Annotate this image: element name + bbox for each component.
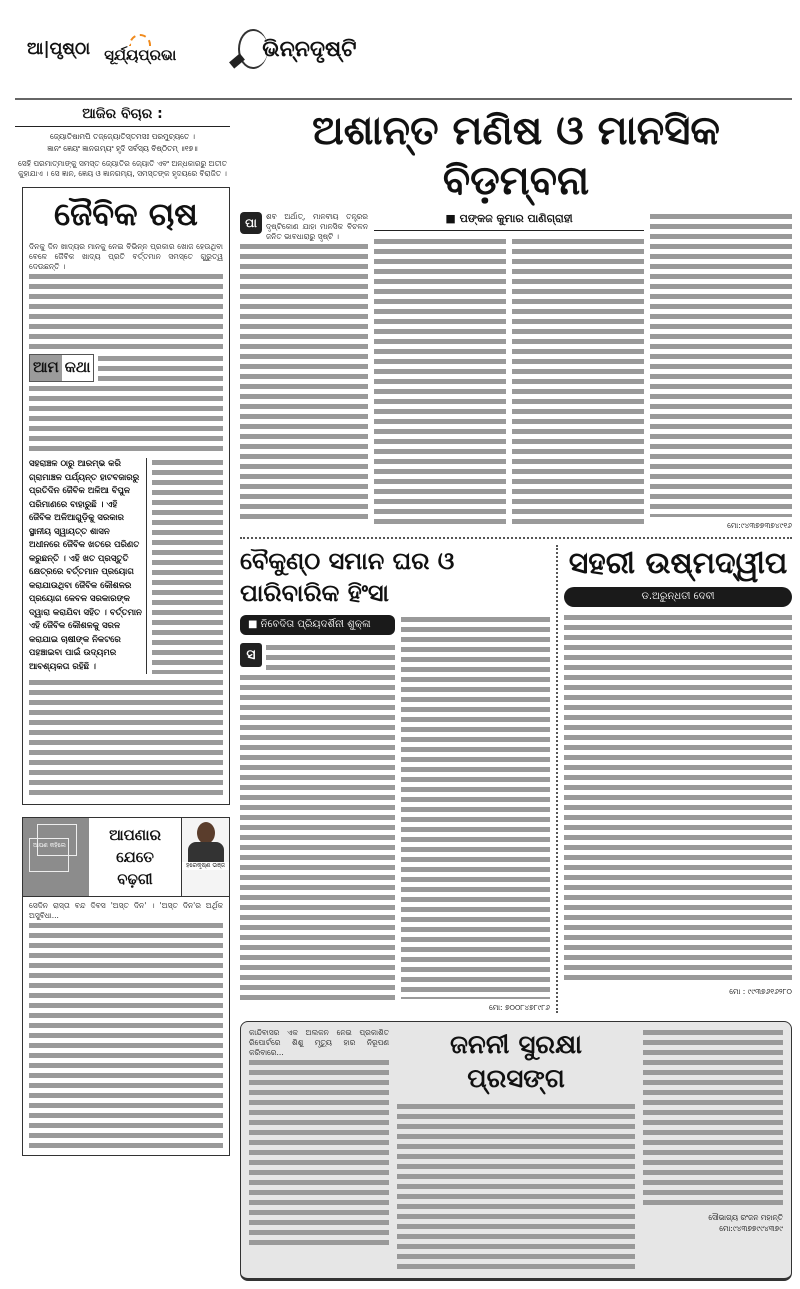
magnifier-icon [230, 29, 256, 69]
main-body [374, 237, 506, 527]
author-name: ହରେକୃଷ୍ଣ ଭଞ୍ଜ [182, 862, 229, 870]
maternal-signature [643, 1212, 783, 1234]
logo-text: ସୂର୍ଯ୍ୟପ୍ରଭା [104, 46, 177, 64]
main-body [512, 237, 644, 527]
divider [240, 537, 792, 539]
main-phone: ମୋ:୯୪୩୭୭୩୭୪୯୧୬ [727, 521, 792, 530]
heat-body [564, 613, 792, 983]
column-lead: ସେଦିନ ରାସ୍ତା ବନ୍ଦ ଦିବସ 'ଅସ୍ତ ଦିନ' । 'ଅସ୍ତ ଦିନ'ର ଅର୍ଥିକ ଅସୁବିଧା... [29, 901, 223, 920]
title-line: ବଢ଼ଗୀ [117, 870, 153, 888]
maternal-title: ଜନନୀ ସୁରକ୍ଷା ପ୍ରସଙ୍ଗ [449, 1030, 583, 1094]
content [15, 106, 792, 1281]
article-body [98, 354, 223, 382]
drop-cap: ପା [240, 212, 262, 234]
column-body [29, 921, 223, 1151]
section-header [230, 29, 356, 69]
amakatha-badge [29, 354, 94, 382]
masthead [15, 0, 792, 100]
author-phone: ମୋ:୯୪୩୭୭୯୯୪୩୭୯ [719, 1224, 783, 1233]
maternal-body [249, 1058, 389, 1248]
column-title [89, 818, 181, 896]
violence-body [401, 615, 550, 999]
heat-article [558, 545, 792, 1013]
shloka-line: ଜ୍ୟୋତିଷାମପି ତଜ୍ଜ୍ୟୋତିସ୍ତମସଃ ପରମୁଚ୍ୟତେ । [49, 132, 196, 141]
shloka-line: ଜ୍ଞାନଂ ଜ୍ଞେୟଂ ଜ୍ଞାନଗମ୍ୟଂ ହୃଦି ସର୍ବସ୍ୟ ବିଷ୍ଠିତମ୍ ॥୧୭॥ [47, 144, 198, 153]
title-line: ଆପଣାର ଯେତେ [109, 826, 161, 866]
byline-text: ପଙ୍କଜ କୁମାର ପାଣିଗ୍ରାହୀ [459, 212, 573, 225]
heat-title: ସହରୀ ଉଷ୍ମଦ୍ୱୀପ [568, 546, 788, 581]
main-body [240, 242, 368, 522]
logo [104, 34, 176, 64]
maternal-body [643, 1028, 783, 1208]
violence-byline: ■ ନିବେଦିତା ପ୍ରିୟଦର୍ଶିନୀ ଶୁକ୍ଳା [240, 615, 395, 635]
violence-title: ବୈକୁଣ୍ଠ ସମାନ ଘର ଓ ପାରିବାରିକ ହିଂସା [240, 547, 455, 607]
main-body [650, 212, 792, 517]
article-lead: ଦିନକୁ ଦିନ ଖାଦ୍ୟର ମାନକୁ ନେଇ ବିଭିନ୍ନ ପ୍ରକାର ଖୋଜ ହେଉଥିବା ବେଳେ ଜୈବିକ ଖାଦ୍ୟ ପ୍ରତି ବର୍ତ୍ତମାନ ସମସ୍ତେ ଗୁରୁତ୍ୱ ଦେଉଛନ୍ତି । [29, 242, 223, 271]
pull-quote: ସହରାଞ୍ଚଳ ଠାରୁ ଆରମ୍ଭ କରି ଗ୍ରାମାଞ୍ଚଳ ପର୍ଯ୍ୟନ୍ତ ହାଟବଜାରରୁ ପ୍ରତିଦିନ ଜୈବିକ ଅଳିଆ ବିପୁଳ ପରିମାଣରେ ବାହାରୁଛି । ଏହି ଜୈବିକ ଅଳିଆଗୁଡ଼ିକୁ ସରକାର ସ୍ଥାନୀୟ ସ୍ୱାୟତ୍ତ ଶାସନ ଅଧୀନରେ ଜୈବିକ ଖତରେ ପରିଣତ କରୁଛନ୍ତି । ଏହି ଖତ ପ୍ରସ୍ତୁତି କ୍ଷେତ୍ରରେ ବର୍ତ୍ତମାନ ପ୍ରୟୋଗ କରାଯାଉଥିବା ଜୈବିକ କୌଶଳର ପ୍ରୟୋଗ କେବଳ ସରକାରଙ୍କ ଦ୍ୱାରା କରାଯିବା ସହିତ । ବର୍ତ୍ତମାନ ଏହି ଜୈବିକ କୌଶଳକୁ ସରଳ କରାଯାଇ ଚାଷୀଙ୍କ ନିକଟରେ ପହଞ୍ଚାଇବା ପାଇଁ ଉଦ୍ୟମର ଆବଶ୍ୟକତା ରହିଛି । [29, 458, 147, 674]
column-logo [23, 818, 89, 896]
violence-article [240, 545, 556, 1013]
column-logo-text: ଆପଣ କହିଲେ [33, 842, 66, 849]
shloka [15, 131, 230, 155]
thought-label: ଆଜିର ବିଚାର : [15, 106, 230, 127]
badge-part: ଆମ [30, 355, 62, 381]
article-body [29, 272, 223, 352]
shloka-meaning: ସେହି ପରମାତ୍ମାଙ୍କୁ ସମସ୍ତ ଜ୍ୟୋତିର ଜ୍ୟୋତି ଏବଂ ଅନ୍ଧକାରରୁ ଅତୀତ କୁହାଯାଏ । ସେ ଜ୍ଞାନ, ଜ୍ଞେୟ ଓ ଜ୍ଞାନଗମ୍ୟ, ସମସ୍ତଙ୍କ ହୃଦୟରେ ବିରାଜିତ । [18, 159, 227, 178]
article-title: ଜୈବିକ ଚାଷ [54, 195, 198, 233]
second-row [240, 545, 792, 1013]
author-photo [181, 818, 229, 896]
main-title: ଅଶାନ୍ତ ମଣିଷ ଓ ମାନସିକ ବିଡ଼ମ୍ବନା [312, 108, 720, 204]
badge-part: କଥା [64, 358, 91, 376]
heat-phone: ମୋ : ୯୯୩୭୬୧୬୨୮୦ [729, 987, 792, 996]
main-article [240, 212, 792, 531]
author-name: ସୌଭାଗ୍ୟ ରଂଜନ ମହାନ୍ତି [708, 1213, 783, 1222]
organic-article [22, 187, 230, 805]
right-area [240, 106, 792, 1281]
page-label: ଆ|ପୃଷ୍ଠା [27, 39, 91, 59]
heat-byline: ଡ.ଅରୁନ୍ଧତୀ ଦେବୀ [564, 587, 792, 607]
sun-icon [129, 34, 151, 46]
article-body [29, 678, 223, 798]
byline-text: ନିବେଦିତା ପ୍ରିୟଦର୍ଶିନୀ ଶୁକ୍ଳା [260, 619, 371, 630]
article-body [152, 458, 223, 674]
main-byline: ■ ପଙ୍କଜ କୁମାର ପାଣିଗ୍ରାହୀ [374, 212, 644, 231]
drop-cap: ସ [240, 643, 262, 667]
section-title: ଭିନ୍ନଦୃଷ୍ଟି [262, 36, 357, 62]
article-body [29, 384, 223, 454]
maternal-article [240, 1021, 792, 1281]
main-lead: ଶବ ଅର୍ଥାତ୍, ମାନବୀୟ ତନ୍ତ୍ରର ଦୃଷ୍ଟିକୋଣ ଯାହା ମାନସିକ ବିଚଳନ ଜନିତ ଭାବଧାରାରୁ ସୃଷ୍ଟି । [266, 212, 368, 241]
column-article [22, 817, 230, 1156]
violence-body [266, 643, 395, 673]
violence-body [240, 673, 395, 1003]
maternal-lead: କାନ୍ଦିବାସର ଏକ ଅଲକନ ନେଇ ପ୍ରକାଶିତ ରିପୋର୍ଟରେ ଶିଶୁ ମୃତ୍ୟୁ ହାର ନିରୂପଣ କରିବାରେ... [249, 1028, 389, 1057]
violence-phone: ମୋ: ୭୦୦୮୪୭୮୯୮୬ [488, 1003, 550, 1012]
left-column [15, 106, 230, 1281]
